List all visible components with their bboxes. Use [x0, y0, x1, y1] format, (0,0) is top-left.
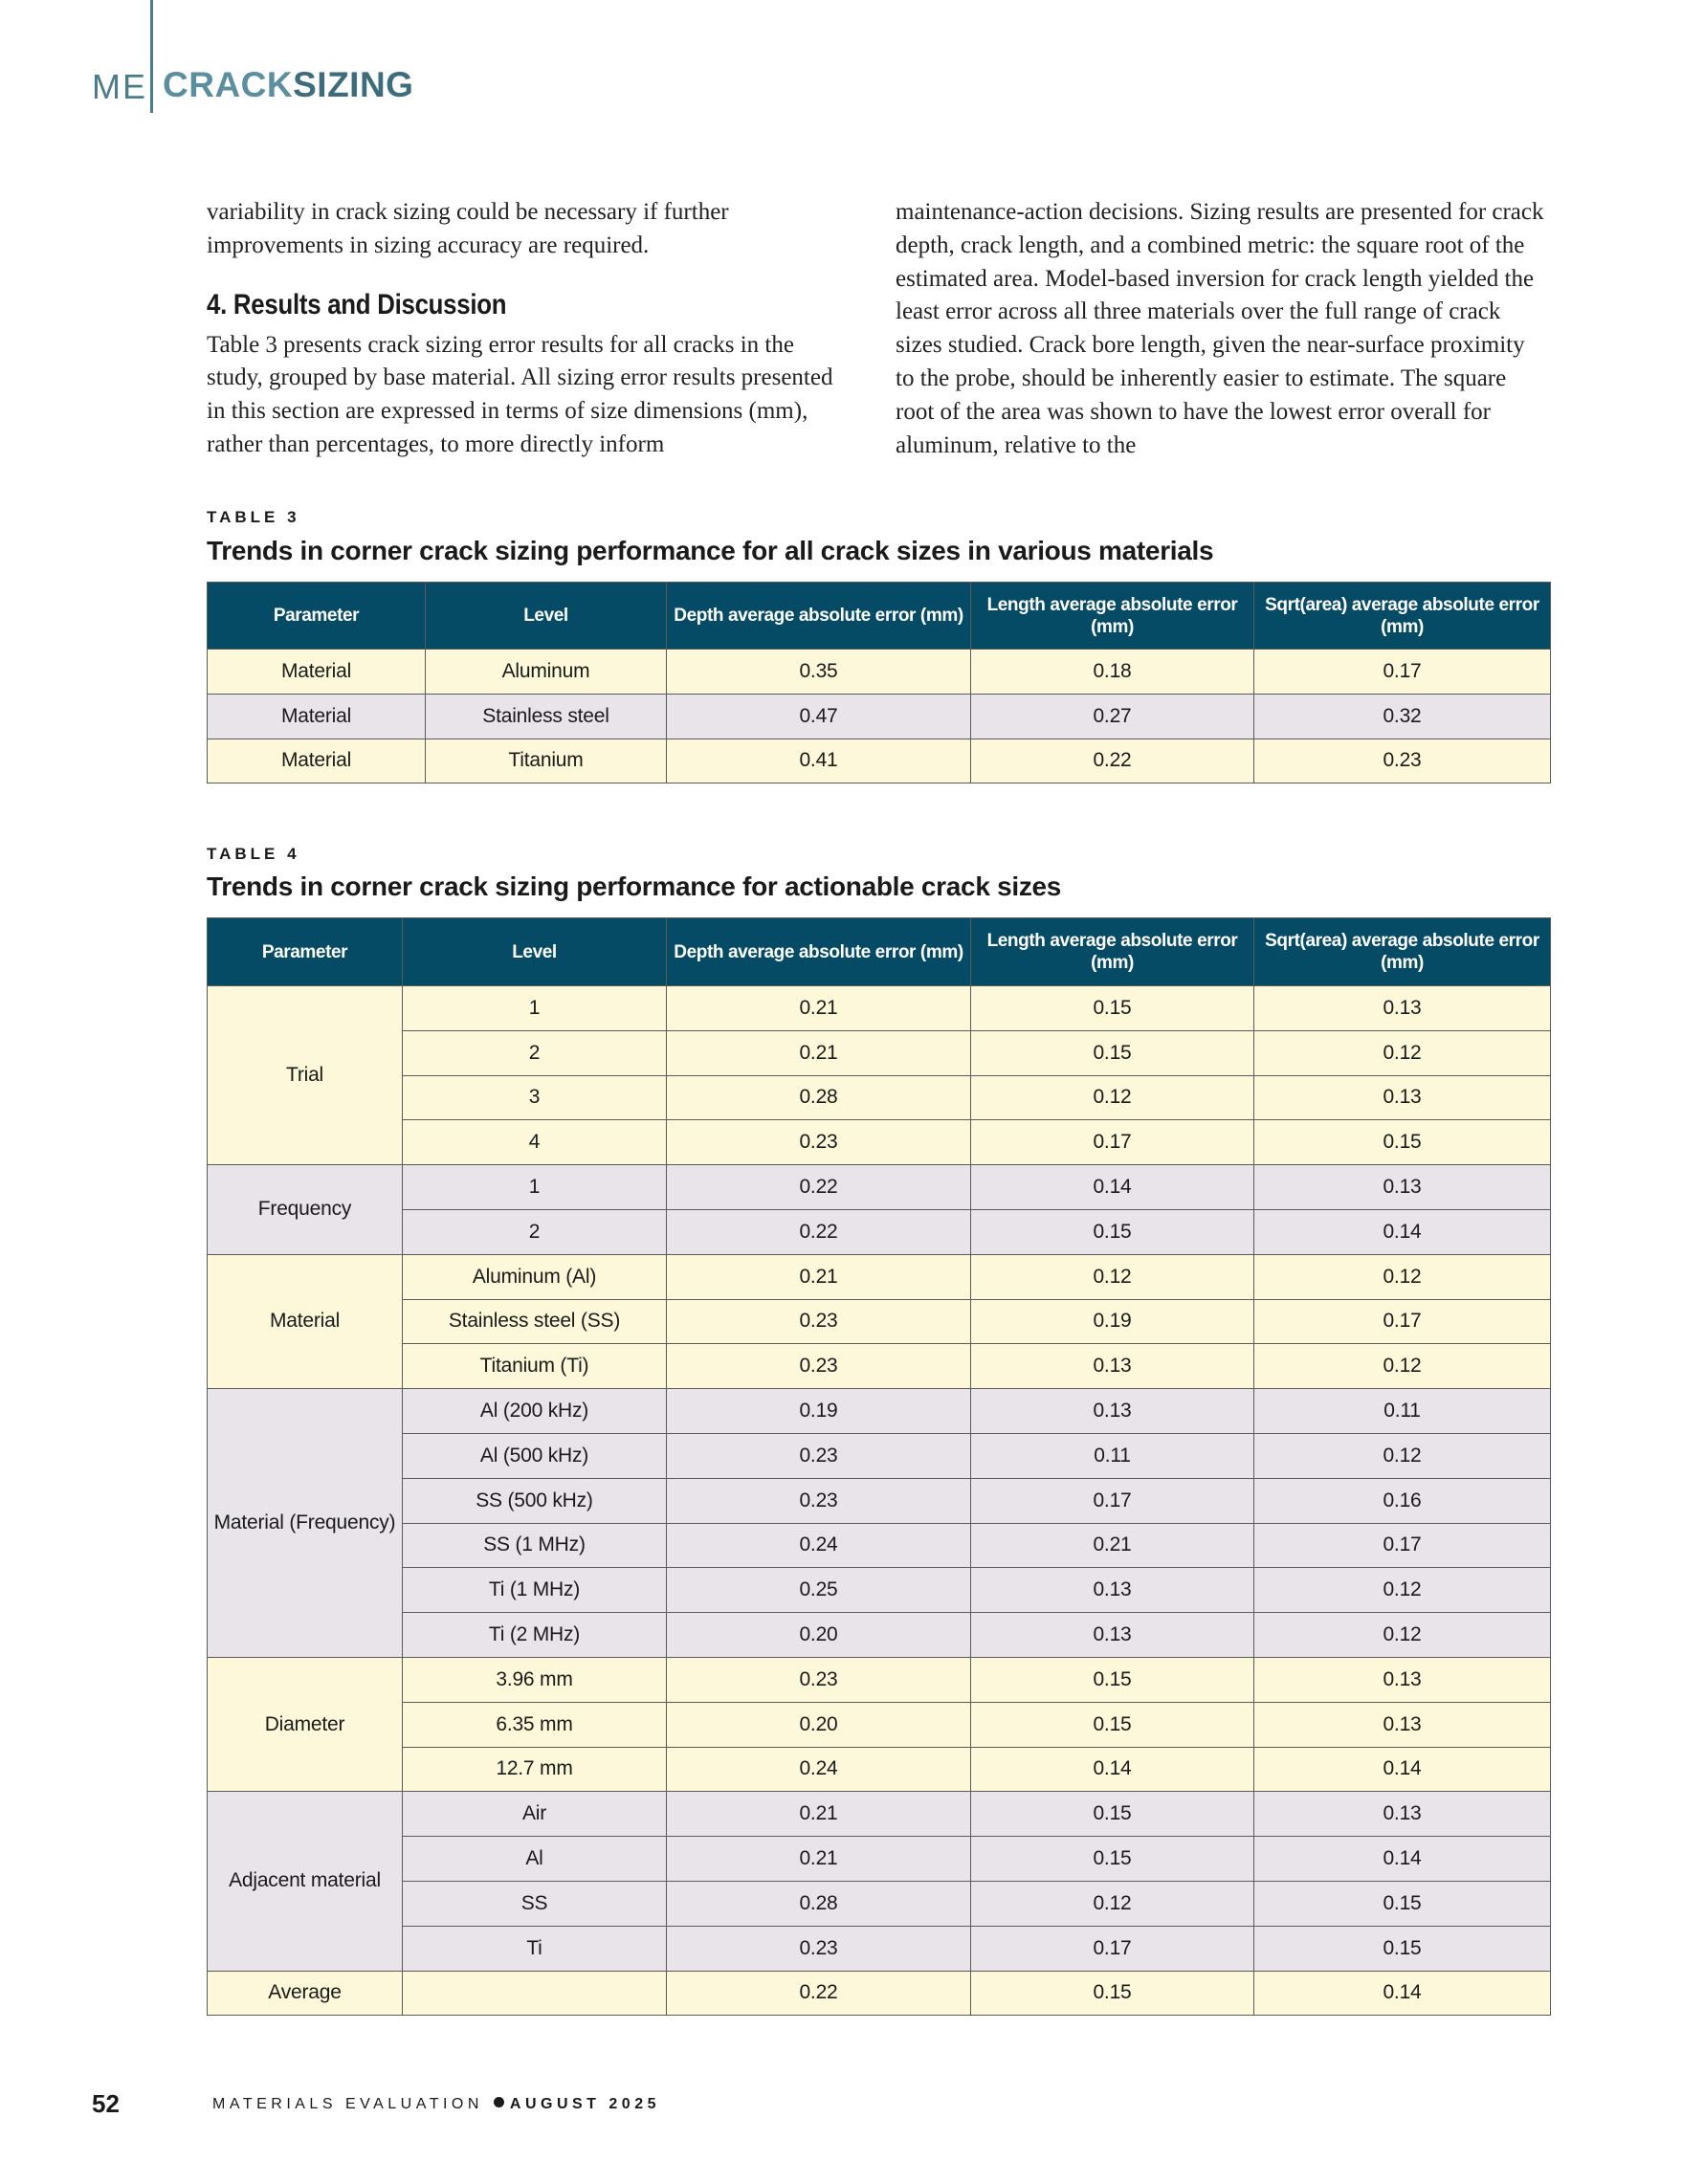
table-cell: 0.27: [971, 694, 1254, 739]
table-cell: 0.23: [667, 1433, 971, 1478]
table-row: [208, 1702, 1551, 1747]
table-cell: 0.21: [667, 986, 971, 1031]
table-cell: 0.15: [971, 1657, 1254, 1702]
table-cell: 0.13: [1254, 1792, 1551, 1837]
body-column-left: [207, 196, 833, 462]
table-cell: 0.11: [971, 1433, 1254, 1478]
table-cell: 0.23: [667, 1926, 971, 1971]
paragraph: maintenance-action decisions. Sizing results are presented for crack depth, crack length, and a combined metric: the square root of the estimated area. Model-based inversion for crack length yielded the least error across all three materials over the full range of crack sizes studied. Crack bore length, given the near-surface proximity to the probe, should be inherently easier to estimate. The square root of the area was shown to have the lowest error overall for aluminum, relative to the: [896, 199, 1544, 458]
table-cell: Stainless steel (SS): [403, 1299, 667, 1344]
table-cell: 0.32: [1254, 694, 1551, 739]
table-cell: 0.13: [971, 1389, 1254, 1434]
table-cell: 0.15: [1254, 1926, 1551, 1971]
section-prefix: ME: [92, 67, 147, 106]
table-cell: 0.22: [667, 1165, 971, 1210]
table-cell: 0.13: [1254, 1702, 1551, 1747]
table-cell: 0.13: [971, 1568, 1254, 1613]
table-cell: Titanium: [426, 739, 667, 783]
table-cell: 0.17: [1254, 1299, 1551, 1344]
table-row: [208, 694, 1551, 739]
table-cell: 12.7 mm: [403, 1747, 667, 1792]
table-cell: Titanium (Ti): [403, 1344, 667, 1389]
group-parameter-cell: Material (Frequency): [208, 1389, 403, 1658]
table-row: [208, 1523, 1551, 1568]
table-cell: 0.20: [667, 1702, 971, 1747]
table-row: [208, 1120, 1551, 1165]
table-cell: 0.13: [971, 1344, 1254, 1389]
table-cell: 0.12: [1254, 1344, 1551, 1389]
table-cell: 0.22: [971, 739, 1254, 783]
table-row: [208, 739, 1551, 783]
table-cell: 6.35 mm: [403, 1702, 667, 1747]
table-cell: Ti: [403, 1926, 667, 1971]
table-cell: 0.22: [667, 1971, 971, 2016]
section-title-part-a: CRACK: [163, 65, 294, 104]
header-rule: [150, 0, 153, 113]
table-cell: 0.14: [971, 1747, 1254, 1792]
table-cell: 1: [403, 986, 667, 1031]
table-cell: 0.22: [667, 1209, 971, 1254]
table-cell: 0.15: [971, 986, 1254, 1031]
column-header: Level: [403, 918, 667, 986]
table-row: [208, 1837, 1551, 1882]
table-cell: 0.20: [667, 1613, 971, 1658]
table-cell: 0.14: [971, 1165, 1254, 1210]
table-cell: 0.17: [971, 1120, 1254, 1165]
column-header: Length average absolute error (mm): [971, 583, 1254, 650]
table-cell: 0.23: [667, 1657, 971, 1702]
table-cell: 0.15: [971, 1702, 1254, 1747]
column-header: Sqrt(area) average absolute error (mm): [1254, 918, 1551, 986]
table-row: [208, 1433, 1551, 1478]
table-cell: Aluminum: [426, 650, 667, 695]
column-header: Level: [426, 583, 667, 650]
table-row: [208, 1344, 1551, 1389]
table-cell: 0.12: [1254, 1433, 1551, 1478]
table-cell: Stainless steel: [426, 694, 667, 739]
table-cell: 0.12: [971, 1881, 1254, 1926]
table-row: [208, 1030, 1551, 1075]
table-cell: 0.23: [667, 1478, 971, 1523]
table-cell: 0.35: [667, 650, 971, 695]
column-header: Parameter: [208, 583, 426, 650]
table-cell: 0.23: [667, 1120, 971, 1165]
table-cell: Material: [208, 739, 426, 783]
body-column-right: [896, 196, 1546, 462]
table-cell: 0.21: [971, 1523, 1254, 1568]
table-row: [208, 1165, 1551, 1210]
table-cell: 0.21: [667, 1792, 971, 1837]
table-cell: 0.17: [1254, 650, 1551, 695]
table4: [207, 917, 1551, 2016]
table-row: [208, 1568, 1551, 1613]
table-cell: Material: [208, 694, 426, 739]
table-cell: 0.15: [971, 1971, 1254, 2016]
table-cell: 0.17: [1254, 1523, 1551, 1568]
table-row: [208, 1613, 1551, 1658]
table-cell: 0.23: [1254, 739, 1551, 783]
table3: [207, 582, 1551, 783]
table-row: [208, 1075, 1551, 1120]
table-cell: 0.12: [1254, 1254, 1551, 1299]
issue-date: AUGUST 2025: [509, 2096, 660, 2112]
table-cell: 0.28: [667, 1881, 971, 1926]
table-row: [208, 1209, 1551, 1254]
table-cell: 0.18: [971, 650, 1254, 695]
table-cell: Al (500 kHz): [403, 1433, 667, 1478]
table-cell: 0.23: [667, 1344, 971, 1389]
table-cell: 0.13: [1254, 1075, 1551, 1120]
column-header: Length average absolute error (mm): [971, 918, 1254, 986]
table-row: [208, 650, 1551, 695]
page-number: 52: [92, 2089, 120, 2118]
table-cell: 0.24: [667, 1747, 971, 1792]
table-cell: 0.17: [971, 1478, 1254, 1523]
table-cell: 0.24: [667, 1523, 971, 1568]
table-cell: 0.21: [667, 1837, 971, 1882]
column-header: Depth average absolute error (mm): [667, 918, 971, 986]
table4-label: TABLE 4: [207, 845, 300, 863]
table-row: [208, 1747, 1551, 1792]
table-cell: 0.13: [1254, 1657, 1551, 1702]
table-cell: 0.12: [971, 1254, 1254, 1299]
table-cell: 0.47: [667, 694, 971, 739]
table-cell: Ti (1 MHz): [403, 1568, 667, 1613]
table-cell: Air: [403, 1792, 667, 1837]
group-parameter-cell: Diameter: [208, 1657, 403, 1791]
table-header-row: [208, 918, 1551, 986]
table-cell: 0.21: [667, 1030, 971, 1075]
table-cell: 0.13: [1254, 986, 1551, 1031]
table-cell: Al (200 kHz): [403, 1389, 667, 1434]
table3-label: TABLE 3: [207, 508, 300, 526]
table-cell: 0.15: [1254, 1881, 1551, 1926]
table-cell: 0.15: [971, 1837, 1254, 1882]
table-cell: SS (500 kHz): [403, 1478, 667, 1523]
table-row: [208, 1881, 1551, 1926]
table-cell: 4: [403, 1120, 667, 1165]
table-header-row: [208, 583, 1551, 650]
table-row: [208, 986, 1551, 1031]
table4-caption: Trends in corner crack sizing performance for actionable crack sizes: [207, 871, 1062, 901]
table-cell: Al: [403, 1837, 667, 1882]
table-cell: 0.14: [1254, 1209, 1551, 1254]
section-heading: 4. Results and Discussion: [207, 288, 507, 320]
table-cell: 0.28: [667, 1075, 971, 1120]
table-cell: 0.25: [667, 1568, 971, 1613]
table-cell: 0.13: [971, 1613, 1254, 1658]
table3-caption: Trends in corner crack sizing performance for all crack sizes in various materials: [207, 536, 1214, 565]
table-cell: Aluminum (Al): [403, 1254, 667, 1299]
running-footer: [212, 2096, 660, 2113]
table-cell: SS: [403, 1881, 667, 1926]
table-row: [208, 1254, 1551, 1299]
table-cell: 0.19: [971, 1299, 1254, 1344]
table-cell: 0.15: [1254, 1120, 1551, 1165]
column-header: Sqrt(area) average absolute error (mm): [1254, 583, 1551, 650]
table-cell: 0.17: [971, 1926, 1254, 1971]
table-cell: Material: [208, 650, 426, 695]
section-title: [163, 65, 413, 105]
section-title-part-b: SIZING: [293, 65, 414, 104]
table-row: [208, 1299, 1551, 1344]
table-cell: 0.21: [667, 1254, 971, 1299]
table-cell: Ti (2 MHz): [403, 1613, 667, 1658]
paragraph: variability in crack sizing could be necessary if further improvements in sizing accuracy are required.: [207, 199, 729, 258]
table-cell: 0.12: [1254, 1613, 1551, 1658]
paragraph: Table 3 presents crack sizing error results for all cracks in the study, grouped by base material. All sizing error results presented in this section are expressed in terms of size dimensions (mm), rather than percentages, to more directly inform: [207, 331, 833, 457]
table-cell: 0.14: [1254, 1971, 1551, 2016]
table-row: [208, 1792, 1551, 1837]
table-cell: 0.14: [1254, 1747, 1551, 1792]
group-parameter-cell: Adjacent material: [208, 1792, 403, 1971]
table-cell: 2: [403, 1209, 667, 1254]
table-row: [208, 1478, 1551, 1523]
table-cell: 0.14: [1254, 1837, 1551, 1882]
group-parameter-cell: Material: [208, 1254, 403, 1388]
average-row: [208, 1971, 1551, 2016]
table-cell: 3.96 mm: [403, 1657, 667, 1702]
table-cell: 0.13: [1254, 1165, 1551, 1210]
table-cell: 0.19: [667, 1389, 971, 1434]
table-cell: SS (1 MHz): [403, 1523, 667, 1568]
table-cell: 3: [403, 1075, 667, 1120]
table-cell: 2: [403, 1030, 667, 1075]
table-cell: 0.41: [667, 739, 971, 783]
table-cell: 1: [403, 1165, 667, 1210]
table-cell: 0.15: [971, 1209, 1254, 1254]
table-cell: 0.12: [1254, 1030, 1551, 1075]
table-cell: Average: [208, 1971, 403, 2016]
table-row: [208, 1657, 1551, 1702]
table-cell: 0.15: [971, 1030, 1254, 1075]
group-parameter-cell: Trial: [208, 986, 403, 1165]
table-cell: 0.12: [971, 1075, 1254, 1120]
table-cell: 0.11: [1254, 1389, 1551, 1434]
journal-name: MATERIALS EVALUATION: [212, 2096, 483, 2112]
table-cell: 0.23: [667, 1299, 971, 1344]
table-row: [208, 1389, 1551, 1434]
column-header: Parameter: [208, 918, 403, 986]
table-cell: [403, 1971, 667, 2016]
bullet-dot: [494, 2097, 504, 2107]
table-cell: 0.15: [971, 1792, 1254, 1837]
table-cell: 0.16: [1254, 1478, 1551, 1523]
group-parameter-cell: Frequency: [208, 1165, 403, 1255]
table-row: [208, 1926, 1551, 1971]
column-header: Depth average absolute error (mm): [667, 583, 971, 650]
table-cell: 0.12: [1254, 1568, 1551, 1613]
